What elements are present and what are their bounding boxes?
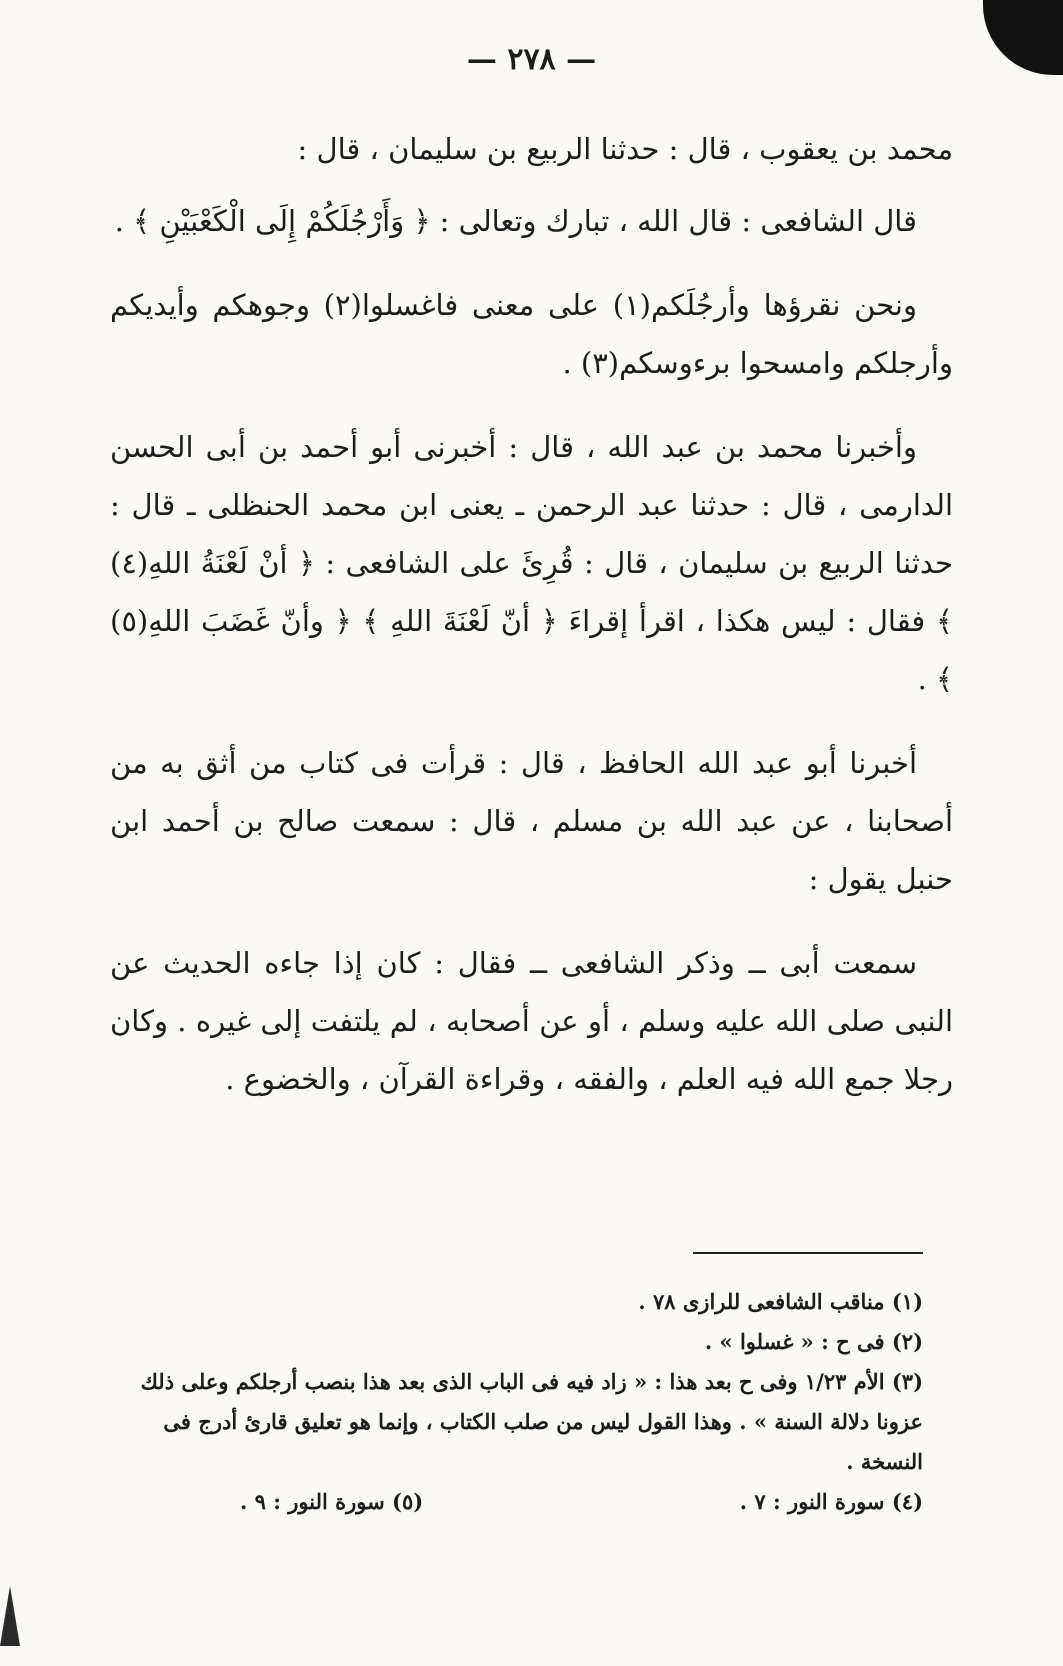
paragraph-5: أخبرنا أبو عبد الله الحافظ ، قال : قرأت فى كتاب من أثق به من أصحابنا ، عن عبد الله بن مسلم ، قال : سمعت صالح بن أحمد ابن حنبل يقول : bbox=[110, 746, 953, 896]
paragraph-2: قال الشافعى : قال الله ، تبارك وتعالى : ﴿ وَأَرْجُلَكُمْ إِلَى الْكَعْبَيْنِ ﴾ . bbox=[114, 204, 917, 238]
footnote-divider bbox=[693, 1252, 923, 1254]
footnote-2: (٢) فى ح : « غسلوا » . bbox=[704, 1329, 923, 1354]
footnote-3: (٣) الأم ١/٢٣ وفى ح بعد هذا : « زاد فيه فى الباب الذى بعد هذا بنصب أرجلكم وعلى ذلك عزونا دلالة السنة » . وهذا القول ليس من صلب الكتاب ، وإنما هو تعليق قارئ أدرج فى النسخة . bbox=[140, 1369, 923, 1474]
paragraph-1: محمد بن يعقوب ، قال : حدثنا الربيع بن سليمان ، قال : bbox=[297, 132, 953, 166]
paragraph-4: وأخبرنا محمد بن عبد الله ، قال : أخبرنى أبو أحمد بن أبى الحسن الدارمى ، قال : حدثنا عبد الرحمن ـ يعنى ابن محمد الحنظلى ـ قال : حدثنا الربيع بن سليمان ، قال : قُرِئَ على الشافعى : ﴿ أنْ لَعْنَةُ اللهِ(٤) ﴾ فقال : ليس هكذا ، اقرأ إقراءَ ﴿ أنّ لَعْنَةَ اللهِ ﴾ ﴿ وأنّ غَضَبَ اللهِ(٥) ﴾ . bbox=[110, 430, 953, 696]
body-text bbox=[110, 120, 953, 1134]
footnote-4: (٤) سورة النور : ٧ . bbox=[739, 1489, 923, 1514]
footnote-1: (١) مناقب الشافعى للرازى ٧٨ . bbox=[638, 1289, 923, 1314]
footnote-5: (٥) سورة النور : ٩ . bbox=[240, 1489, 424, 1514]
page-number: — ٢٧٨ — bbox=[466, 42, 597, 77]
footnote-row-4-5 bbox=[110, 1482, 923, 1522]
paragraph-6: سمعت أبى ــ وذكر الشافعى ــ فقال : كان إذا جاءه الحديث عن النبى صلى الله عليه وسلم ، أو عن أصحابه ، لم يلتفت إلى غيره . وكان رجلا جمع الله فيه العلم ، والفقه ، وقراءة القرآن ، والخضوع . bbox=[110, 946, 953, 1096]
scan-edge-mark bbox=[0, 1586, 20, 1646]
paragraph-3: ونحن نقرؤها وأرجُلَكم(١) على معنى فاغسلوا(٢) وجوهكم وأيديكم وأرجلكم وامسحوا برءوسكم(٣) . bbox=[110, 288, 953, 380]
footnotes bbox=[110, 1282, 923, 1522]
